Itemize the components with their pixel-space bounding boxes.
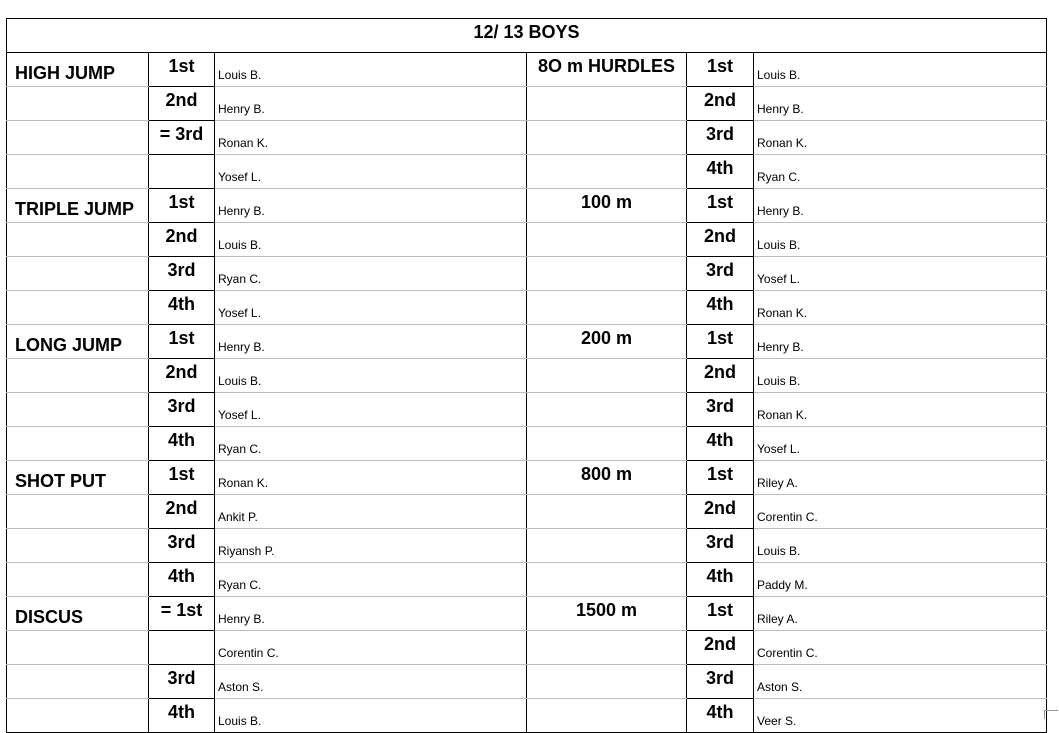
right-rank-cell: 2nd [687,359,754,393]
right-rank-cell: 2nd [687,223,754,257]
left-event-cell [7,529,149,563]
table-row [7,563,1047,597]
left-name-cell: Louis B. [215,359,527,393]
left-rank-cell: 2nd [149,223,215,257]
left-name-cell: Louis B. [215,223,527,257]
left-event-cell [7,495,149,529]
left-event-cell [7,155,149,189]
left-rank-cell: 2nd [149,359,215,393]
right-name-cell: Corentin C. [754,631,1047,665]
right-rank-cell: 4th [687,291,754,325]
table-row [7,121,1047,155]
right-rank-cell: 1st [687,461,754,495]
left-rank-cell [149,155,215,189]
left-event-cell [7,291,149,325]
left-rank-cell: 3rd [149,529,215,563]
left-name-cell: Henry B. [215,87,527,121]
right-name-cell: Louis B. [754,223,1047,257]
table-row [7,665,1047,699]
right-rank-cell: 3rd [687,665,754,699]
left-rank-cell: 2nd [149,87,215,121]
left-name-cell: Henry B. [215,597,527,631]
right-name-cell: Riley A. [754,461,1047,495]
table-row [7,529,1047,563]
right-event-cell [527,87,687,121]
right-name-cell: Ronan K. [754,393,1047,427]
title-row [7,19,1047,53]
left-rank-cell: 4th [149,699,215,733]
right-rank-cell: 4th [687,427,754,461]
right-rank-cell: 4th [687,563,754,597]
right-event-cell [527,121,687,155]
table-row [7,393,1047,427]
right-name-cell: Louis B. [754,53,1047,87]
right-event-cell [527,257,687,291]
right-name-cell: Henry B. [754,87,1047,121]
right-name-cell: Ronan K. [754,291,1047,325]
right-name-cell: Veer S. [754,699,1047,733]
right-event-cell [527,359,687,393]
right-rank-cell: 1st [687,53,754,87]
left-rank-cell: = 3rd [149,121,215,155]
right-name-cell: Ryan C. [754,155,1047,189]
left-rank-cell: 1st [149,325,215,359]
left-name-cell: Ankit P. [215,495,527,529]
left-event-cell [7,121,149,155]
right-rank-cell: 4th [687,155,754,189]
right-name-cell: Ronan K. [754,121,1047,155]
left-event-cell [7,359,149,393]
left-name-cell: Ronan K. [215,461,527,495]
right-event-cell: 1500 m [527,597,687,631]
right-event-cell: 100 m [527,189,687,223]
left-event-cell [7,563,149,597]
left-event-cell [7,427,149,461]
table-row [7,325,1047,359]
right-rank-cell: 3rd [687,393,754,427]
left-event-cell [7,87,149,121]
right-name-cell: Riley A. [754,597,1047,631]
left-name-cell: Yosef L. [215,393,527,427]
left-name-cell: Ryan C. [215,427,527,461]
right-event-cell [527,495,687,529]
table-row [7,257,1047,291]
right-event-cell [527,223,687,257]
right-rank-cell: 1st [687,325,754,359]
table-row [7,461,1047,495]
left-event-cell [7,699,149,733]
right-name-cell: Louis B. [754,359,1047,393]
right-event-cell [527,155,687,189]
left-event-cell [7,631,149,665]
table-row [7,495,1047,529]
right-name-cell: Paddy M. [754,563,1047,597]
right-rank-cell: 2nd [687,495,754,529]
right-event-cell [527,529,687,563]
right-event-cell [527,699,687,733]
left-event-cell [7,393,149,427]
right-event-cell: 8O m HURDLES [527,53,687,87]
left-rank-cell: 3rd [149,393,215,427]
table-row [7,223,1047,257]
table-row [7,699,1047,733]
left-event-cell [7,223,149,257]
left-name-cell: Henry B. [215,189,527,223]
right-event-cell [527,631,687,665]
table-title: 12/ 13 BOYS [7,19,1047,53]
left-rank-cell: 4th [149,427,215,461]
left-name-cell: Yosef L. [215,291,527,325]
table-row [7,189,1047,223]
right-rank-cell: 2nd [687,631,754,665]
left-event-cell: TRIPLE JUMP [7,189,149,223]
left-event-cell: SHOT PUT [7,461,149,495]
right-name-cell: Aston S. [754,665,1047,699]
table-row [7,597,1047,631]
right-rank-cell: 3rd [687,529,754,563]
right-name-cell: Corentin C. [754,495,1047,529]
right-rank-cell: 3rd [687,121,754,155]
right-event-cell: 200 m [527,325,687,359]
left-rank-cell: 4th [149,563,215,597]
results-table [6,18,1047,733]
left-name-cell: Ryan C. [215,563,527,597]
table-row [7,291,1047,325]
left-name-cell: Yosef L. [215,155,527,189]
left-rank-cell: 1st [149,461,215,495]
table-row [7,53,1047,87]
left-event-cell [7,665,149,699]
right-event-cell [527,291,687,325]
right-name-cell: Yosef L. [754,257,1047,291]
right-name-cell: Henry B. [754,325,1047,359]
right-event-cell [527,427,687,461]
right-event-cell [527,563,687,597]
right-event-cell [527,665,687,699]
left-rank-cell: 1st [149,53,215,87]
table-row [7,631,1047,665]
right-event-cell [527,393,687,427]
left-rank-cell: 2nd [149,495,215,529]
left-name-cell: Corentin C. [215,631,527,665]
left-event-cell: HIGH JUMP [7,53,149,87]
table-row [7,155,1047,189]
right-rank-cell: 3rd [687,257,754,291]
left-event-cell [7,257,149,291]
left-name-cell: Louis B. [215,699,527,733]
left-rank-cell: 4th [149,291,215,325]
right-event-cell: 800 m [527,461,687,495]
left-name-cell: Ryan C. [215,257,527,291]
left-event-cell: LONG JUMP [7,325,149,359]
right-name-cell: Louis B. [754,529,1047,563]
table-row [7,359,1047,393]
left-name-cell: Riyansh P. [215,529,527,563]
right-rank-cell: 1st [687,597,754,631]
left-name-cell: Louis B. [215,53,527,87]
right-rank-cell: 1st [687,189,754,223]
left-name-cell: Aston S. [215,665,527,699]
left-rank-cell [149,631,215,665]
left-rank-cell: = 1st [149,597,215,631]
right-rank-cell: 4th [687,699,754,733]
right-rank-cell: 2nd [687,87,754,121]
left-rank-cell: 3rd [149,665,215,699]
table-row [7,427,1047,461]
right-name-cell: Yosef L. [754,427,1047,461]
right-name-cell: Henry B. [754,189,1047,223]
left-rank-cell: 1st [149,189,215,223]
left-rank-cell: 3rd [149,257,215,291]
table-row [7,87,1047,121]
left-name-cell: Ronan K. [215,121,527,155]
left-name-cell: Henry B. [215,325,527,359]
left-event-cell: DISCUS [7,597,149,631]
